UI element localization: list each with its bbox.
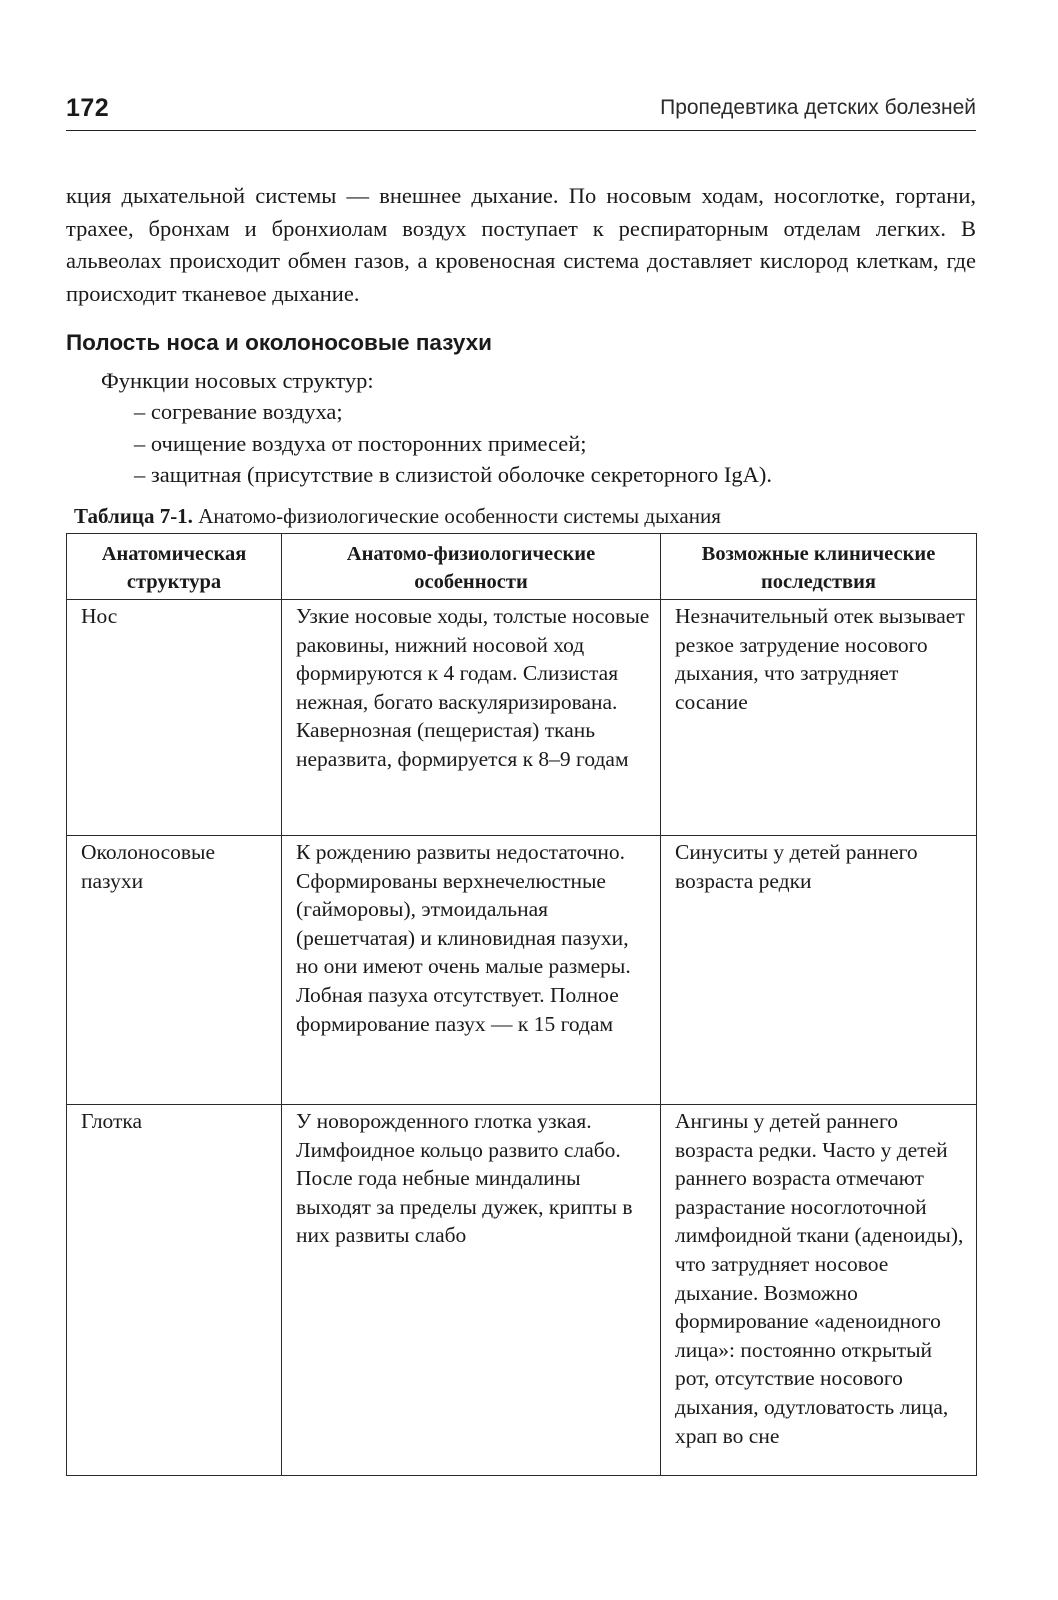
cell-structure: Околоносовые пазухи bbox=[67, 836, 282, 1105]
table-row bbox=[67, 1105, 977, 1476]
cell-features: К рождению развиты недостаточно. Сформированы верхнечелюстные (гайморовы), этмоидальная (решетчатая) и клиновидная пазухи, но они имеют очень малые размеры. Лобная пазуха отсутствует. Полное формирование пазух — к 15 годам bbox=[282, 836, 661, 1105]
cell-consequences: Незначительный отек вызывает резкое затрудение носового дыхания, что затрудняет сосание bbox=[661, 600, 977, 836]
cell-features: У новорожденного глотка узкая. Лимфоидное кольцо развито слабо. После года небные миндалины выходят за пределы дужек, крипты в них развиты слабо bbox=[282, 1105, 661, 1476]
page-number: 172 bbox=[66, 94, 110, 122]
section-heading: Полость носа и околоносовые пазухи bbox=[66, 330, 492, 355]
functions-lead: Функции носовых структур: bbox=[101, 368, 374, 393]
table-caption-text: Анатомо-физиологические особенности системы дыхания bbox=[192, 504, 721, 528]
page-header bbox=[66, 92, 976, 131]
table-row bbox=[67, 600, 977, 836]
table-header-row bbox=[67, 534, 977, 600]
table-caption bbox=[74, 503, 721, 529]
cell-structure: Нос bbox=[67, 600, 282, 836]
functions-list bbox=[134, 396, 772, 491]
running-title: Пропедевтика детских болезней bbox=[660, 96, 976, 119]
list-item: – защитная (присутствие в слизистой оболочке секреторного IgA). bbox=[134, 462, 773, 487]
cell-consequences: Синуситы у детей раннего возраста редки bbox=[661, 836, 977, 1105]
cell-consequences: Ангины у детей раннего возраста редки. Часто у детей раннего возраста отмечают разрастание носоглоточной лимфоидной ткани (аденоиды), что затрудняет носовое дыхание. Возможно формирование «аденоидного лица»: постоянно открытый рот, отсутствие носового дыхания, одутловатость лица, храп во сне bbox=[661, 1105, 977, 1476]
column-header-structure: Анатомическая структура bbox=[67, 534, 282, 600]
column-header-consequences: Возможные клинические последствия bbox=[661, 534, 977, 600]
column-header-features: Анатомо-физиологические особенности bbox=[282, 534, 661, 600]
respiratory-features-table bbox=[66, 533, 977, 1476]
table-row bbox=[67, 836, 977, 1105]
cell-structure: Глотка bbox=[67, 1105, 282, 1476]
intro-paragraph: кция дыхательной системы — внешнее дыхание. По носовым ходам, носоглотке, гортани, трахее, бронхам и бронхиолам воздух поступает к респираторным отделам легких. В альвеолах происходит обмен газов, а кровеносная система доставляет кислород клеткам, где происходит тканевое дыхание. bbox=[66, 183, 976, 306]
cell-features: Узкие носовые ходы, толстые носовые раковины, нижний носовой ход формируются к 4 годам. Слизистая нежная, богато васкуляризирована. Кавернозная (пещеристая) ткань неразвита, формируется к 8–9 годам bbox=[282, 600, 661, 836]
list-item: – согревание воздуха; bbox=[134, 399, 343, 424]
table-caption-label: Таблица 7-1. bbox=[74, 504, 193, 528]
list-item: – очищение воздуха от посторонних примесей; bbox=[134, 430, 587, 456]
